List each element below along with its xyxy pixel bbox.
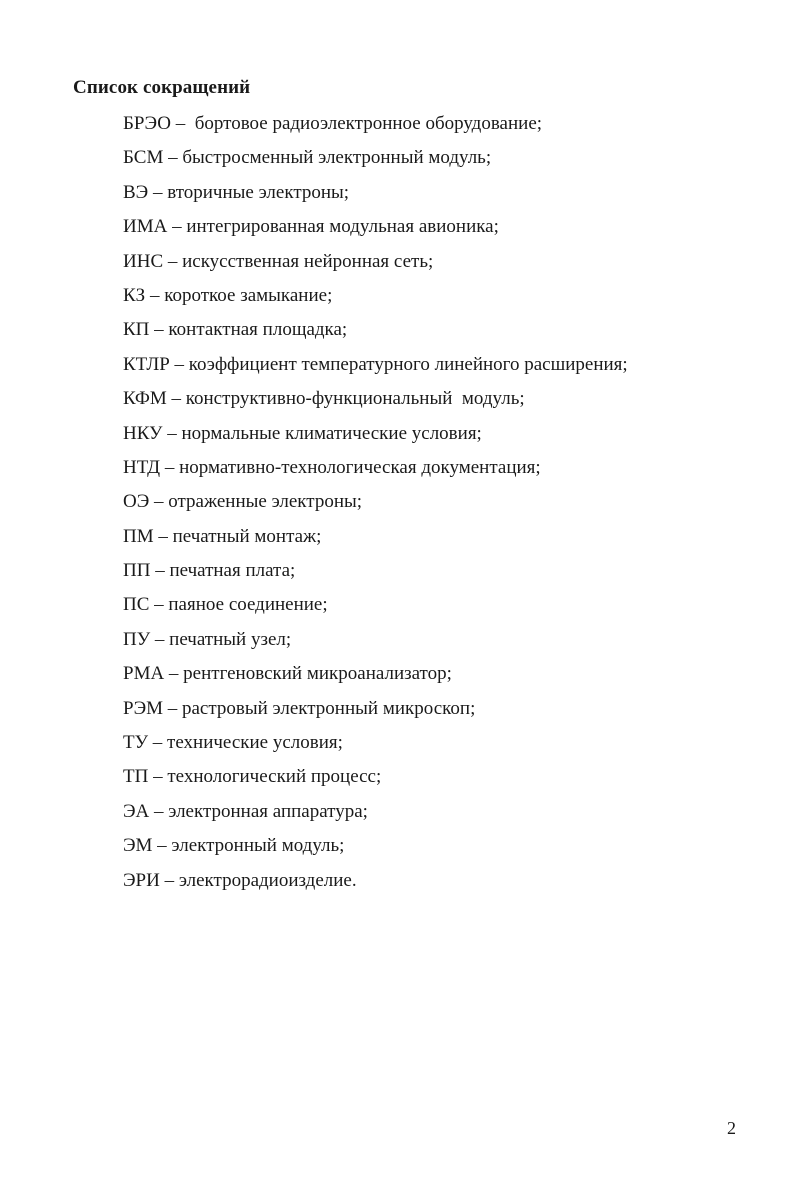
list-item: ЭРИ – электрорадиоизделие.: [123, 869, 357, 891]
page-title: Список сокращений: [73, 77, 251, 98]
list-item: БСМ – быстросменный электронный модуль;: [123, 147, 492, 169]
list-item: ИНС – искусственная нейронная сеть;: [123, 250, 434, 272]
list-item: ВЭ – вторичные электроны;: [123, 181, 350, 203]
list-item: ПУ – печатный узел;: [123, 628, 292, 650]
list-item: НКУ – нормальные климатические условия;: [123, 422, 482, 444]
list-item: КТЛР – коэффициент температурного линейного расширения;: [123, 353, 628, 375]
list-item: ЭА – электронная аппаратура;: [123, 800, 368, 822]
list-item: ЭМ – электронный модуль;: [123, 835, 345, 857]
list-item: НТД – нормативно-технологическая документация;: [123, 456, 541, 478]
list-item: ПП – печатная плата;: [123, 560, 296, 582]
list-item: ОЭ – отраженные электроны;: [123, 491, 363, 513]
list-item: КП – контактная площадка;: [123, 319, 348, 341]
abbreviation-list: [123, 113, 628, 904]
list-item: ПМ – печатный монтаж;: [123, 525, 322, 547]
list-item: КЗ – короткое замыкание;: [123, 284, 333, 306]
list-item: РЭМ – растровый электронный микроскоп;: [123, 697, 476, 719]
list-item: РМА – рентгеновский микроанализатор;: [123, 663, 452, 685]
list-item: ПС – паяное соединение;: [123, 594, 328, 616]
page-number: 2: [727, 1118, 736, 1138]
list-item: БРЭО – бортовое радиоэлектронное оборудование;: [123, 113, 543, 134]
list-item: ТП – технологический процесс;: [123, 766, 382, 788]
list-item: КФМ – конструктивно-функциональный модуль;: [123, 388, 525, 410]
list-item: ТУ – технические условия;: [123, 732, 343, 754]
list-item: ИМА – интегрированная модульная авионика;: [123, 216, 499, 238]
